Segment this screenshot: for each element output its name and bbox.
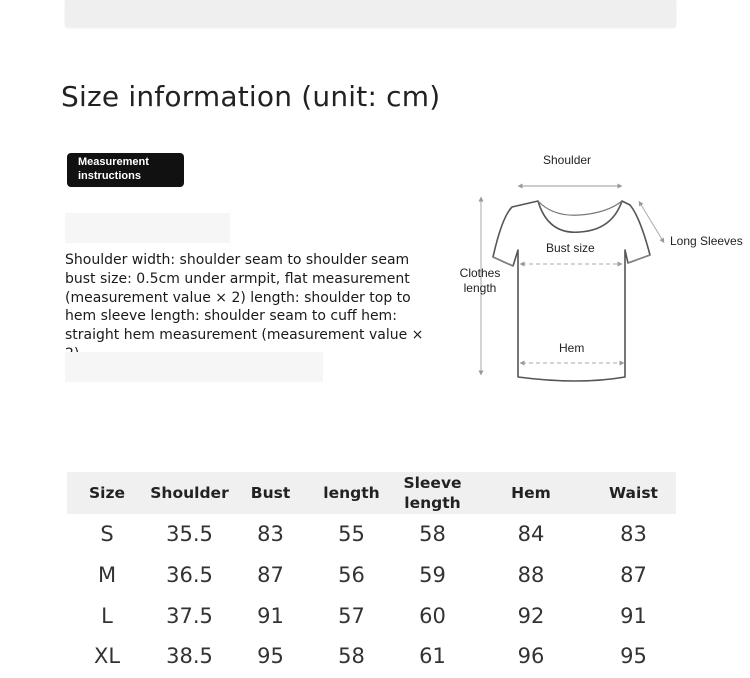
- table-cell: 87: [257, 563, 284, 588]
- clothes-length-label: [459, 266, 501, 296]
- clothes-length-label-line-1: Clothes: [459, 266, 501, 280]
- size-chart-table: [67, 472, 676, 677]
- bust-size-label: Bust size: [546, 241, 595, 255]
- hem-label: Hem: [559, 341, 585, 355]
- table-row: [67, 595, 676, 636]
- long-sleeves-label: Long Sleeves: [670, 234, 743, 248]
- table-cell: 37.5: [166, 603, 213, 628]
- column-header-shoulder: Shoulder: [150, 484, 229, 502]
- table-cell: 87: [620, 563, 647, 588]
- table-row: [67, 636, 676, 677]
- table-cell: 83: [620, 522, 647, 547]
- table-cell: 96: [517, 644, 545, 669]
- column-header-sleeve-length: Sleeve length: [403, 474, 462, 512]
- column-header-waist: Waist: [609, 484, 658, 502]
- column-header-size: Size: [88, 484, 125, 502]
- measurement-instructions-badge: [67, 153, 184, 187]
- shoulder-label: Shoulder: [543, 153, 592, 167]
- badge-line-2: instructions: [78, 170, 141, 182]
- top-banner-strip: [65, 0, 676, 27]
- measurement-instructions-text: Shoulder width: shoulder seam to shoulder seam bust size: 0.5cm under armpit, flat measurement (measurement value × 2) length: shoulder top to hem sleeve length: shoulder seam to cuff hem: straight hem measurement (measurement value ×: [65, 252, 424, 344]
- table-cell: 38.5: [166, 644, 213, 669]
- table-cell: 36.5: [166, 563, 213, 588]
- table-cell: 95: [620, 644, 647, 669]
- column-header-bust: Bust: [250, 484, 291, 502]
- table-cell: 92: [517, 603, 545, 628]
- table-cell: XL: [93, 644, 121, 669]
- table-cell: 57: [338, 603, 365, 628]
- column-header-hem: Hem: [511, 484, 551, 502]
- column-header-length: length: [323, 484, 380, 502]
- page-title: Size information (unit: cm): [61, 80, 441, 113]
- tshirt-measurement-diagram: [450, 145, 750, 390]
- table-cell: 83: [257, 522, 284, 547]
- table-row: [67, 555, 676, 596]
- clothes-length-label-line-2: length: [463, 281, 497, 295]
- table-cell: 58: [419, 522, 446, 547]
- table-cell: 91: [620, 603, 647, 628]
- table-row: [67, 514, 676, 555]
- badge-line-1: Measurement: [78, 156, 149, 168]
- faded-placeholder-bottom: [65, 352, 323, 382]
- table-cell: 58: [338, 644, 365, 669]
- table-cell: 61: [419, 644, 446, 669]
- table-cell: 88: [517, 563, 545, 588]
- table-cell: 95: [257, 644, 284, 669]
- table-header-row: [67, 472, 676, 514]
- table-cell: 60: [419, 603, 446, 628]
- table-cell: 91: [257, 603, 284, 628]
- table-cell: 56: [338, 563, 365, 588]
- table-cell: S: [100, 522, 114, 547]
- table-cell: 84: [517, 522, 545, 547]
- table-cell: 55: [338, 522, 365, 547]
- table-cell: 35.5: [166, 522, 213, 547]
- table-cell: 59: [419, 563, 446, 588]
- faded-placeholder-top: [65, 213, 230, 243]
- table-cell: M: [97, 563, 117, 588]
- table-cell: L: [101, 603, 113, 628]
